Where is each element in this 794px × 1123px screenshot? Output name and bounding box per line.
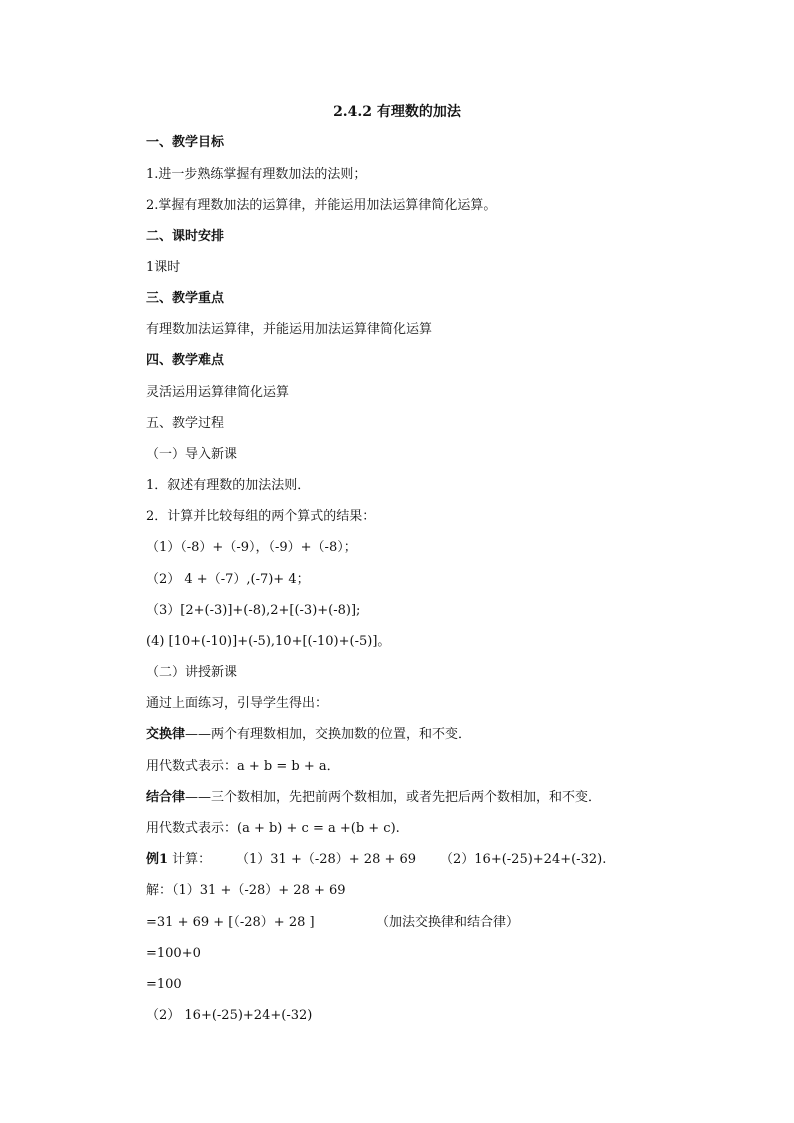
- difficulties-text: 灵活运用运算律简化运算: [146, 385, 290, 400]
- intro-question-1: 1．叙述有理数的加法法则．: [146, 478, 311, 493]
- solution-step-1-note: （加法交换律和结合律）: [376, 915, 520, 930]
- goal-item-2: 2.掌握有理数加法的运算律，并能运用加法运算律简化运算。: [146, 198, 497, 213]
- commutative-formula: 用代数式表示：a + b = b + a．: [146, 759, 340, 774]
- section-heading-schedule: 二、课时安排: [146, 229, 225, 244]
- solution-step-1: =31 + 69 + [（-28）+ 28 ]: [146, 915, 315, 930]
- commutative-law: [146, 727, 471, 743]
- example-label: 例1: [146, 852, 169, 867]
- exercise-3: （3）[2+(-3)]+(-8),2+[(-3)+(-8)];: [146, 603, 361, 618]
- exercise-2: （2） 4 +（-7）,(-7)+ 4；: [146, 572, 310, 587]
- associative-law: [146, 790, 601, 806]
- lesson-intro: 通过上面练习，引导学生得出：: [146, 696, 329, 711]
- goal-item-1: 1.进一步熟练掌握有理数加法的法则；: [146, 167, 367, 182]
- subsection-heading-new-lesson: （二）讲授新课: [146, 665, 238, 680]
- section-heading-difficulties: 四、教学难点: [146, 353, 225, 368]
- exercise-4: (4) [10+(-10)]+(-5),10+[(-10)+(-5)]。: [146, 634, 391, 649]
- commutative-law-text: ——两个有理数相加，交换加数的位置，和不变．: [185, 727, 472, 742]
- solution-step-2: =100+0: [146, 946, 201, 961]
- key-points-text: 有理数加法运算律，并能运用加法运算律简化运算: [146, 322, 433, 337]
- subsection-heading-intro: （一）导入新课: [146, 447, 238, 462]
- associative-formula: 用代数式表示：(a + b) + c = a +(b + c).: [146, 821, 400, 836]
- example-prompt: 计算：: [168, 852, 212, 867]
- intro-question-2: 2．计算并比较每组的两个算式的结果：: [146, 509, 376, 524]
- solution-part-2-start: （2） 16+(-25)+24+(-32): [146, 1008, 313, 1023]
- section-heading-goals: 一、教学目标: [146, 135, 225, 150]
- example-problem-2: （2）16+(-25)+24+(-32).: [440, 852, 607, 867]
- associative-law-text: ——三个数相加，先把前两个数相加，或者先把后两个数相加，和不变．: [185, 790, 602, 805]
- associative-law-term: 结合律: [146, 790, 186, 805]
- example-1: [146, 852, 211, 868]
- commutative-law-term: 交换律: [146, 727, 186, 742]
- solution-start: 解：（1）31 +（-28）+ 28 + 69: [146, 883, 346, 898]
- example-problem-1: （1）31 +（-28）+ 28 + 69: [236, 852, 417, 867]
- solution-step-3: =100: [146, 977, 182, 992]
- page-title: 2.4.2 有理数的加法: [333, 104, 461, 120]
- section-heading-key-points: 三、教学重点: [146, 291, 225, 306]
- section-heading-process: 五、教学过程: [146, 416, 225, 431]
- exercise-1: （1）（-8）+（-9），（-9）+（-8）；: [146, 540, 357, 555]
- schedule-text: 1课时: [146, 260, 181, 275]
